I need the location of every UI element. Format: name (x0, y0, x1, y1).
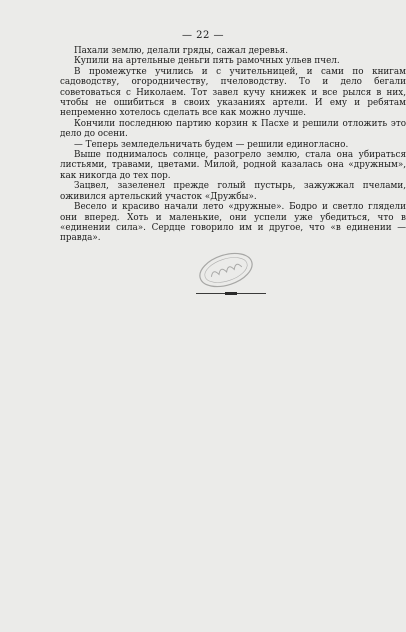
paragraph: Зацвел, зазеленел прежде голый пустырь, зажужжал пчелами, оживился артельский участок «Дружбы». (60, 181, 406, 202)
body-text (60, 46, 406, 244)
paragraph: Пахали землю, делали гряды, сажал деревья. (74, 46, 288, 56)
library-stamp (192, 244, 260, 297)
paragraph: Купили на артельные деньги пять рамочных ульев пчел. (74, 56, 340, 67)
paragraph: Весело и красиво начали лето «дружные». Бодро и светло глядели они вперед. Хоть и маленькие, они успели уже убедиться, что в «единении сила». Сердце говорило им и другое, что «в единении — правда». (60, 202, 406, 244)
section-divider (196, 293, 266, 294)
paragraph: Выше поднималось солнце, разогрело землю, стала она убираться листьями, травами, цветами. Милой, родной казалась она «дружным», как никогда до тех пор. (60, 150, 406, 181)
paragraph: Кончили последнюю партию корзин к Пасхе и решили отложить это дело до осени. (60, 118, 406, 140)
paragraph: В промежутке учились и с учительницей, и сами по книгам садоводству, огородничеству, пчеловодству. То и дело бегали советоваться с Николаем. Тот завел кучу книжек и все рылся в них, чтобы не ошибиться в своих указаниях артели. И ему и ребятам непременно хотелось сделать все как можно лучше. (60, 66, 406, 119)
page-number: — 22 — (181, 30, 225, 41)
paragraph: — Теперь земледельничать будем — решили единогласно. (74, 139, 349, 150)
